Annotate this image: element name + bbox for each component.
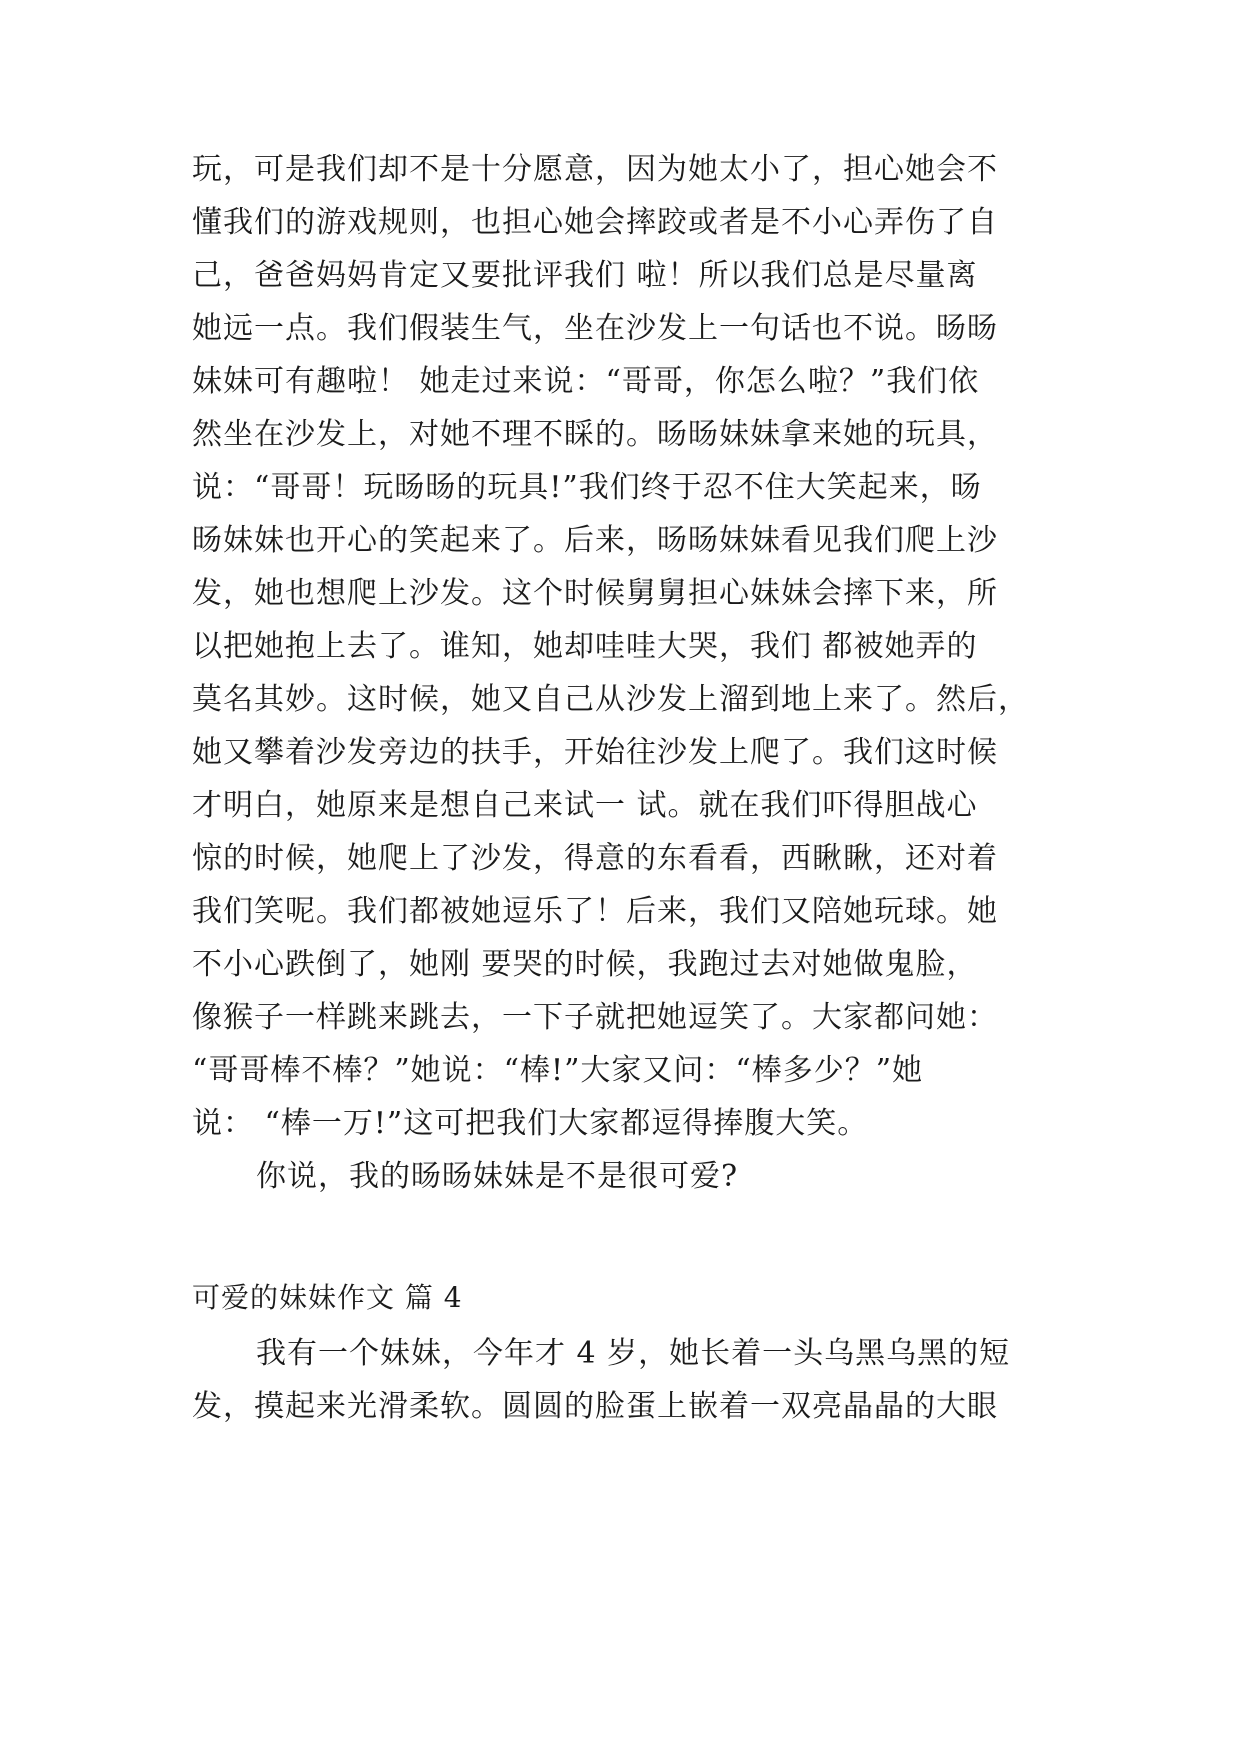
text-line: 妹妹可有趣啦！ 她走过来说：“哥哥，你怎么啦？”我们依 — [192, 364, 980, 399]
text-line: 她又攀着沙发旁边的扶手，开始往沙发上爬了。我们这时候 — [192, 735, 998, 770]
closing-line: 你说，我的旸旸妹妹是不是很可爱? — [256, 1159, 739, 1194]
text-line: 然坐在沙发上，对她不理不睬的。旸旸妹妹拿来她的玩具， — [192, 417, 998, 452]
text-line: 惊的时候，她爬上了沙发，得意的东看看，西瞅瞅，还对着 — [192, 841, 998, 876]
text-line: 她远一点。我们假装生气，坐在沙发上一句话也不说。旸旸 — [192, 311, 998, 346]
text-line: 我们笑呢。我们都被她逗乐了！后来，我们又陪她玩球。她 — [192, 894, 998, 929]
text-line: 莫名其妙。这时候，她又自己从沙发上溜到地上来了。然后， — [192, 682, 1029, 717]
text-line: 我有一个妹妹，今年才 4 岁，她长着一头乌黑乌黑的短 — [256, 1336, 1011, 1371]
text-line: 发，摸起来光滑柔软。圆圆的脸蛋上嵌着一双亮晶晶的大眼 — [192, 1389, 998, 1424]
text-line: 才明白，她原来是想自己来试一 试。就在我们吓得胆战心 — [192, 788, 978, 823]
text-line: 以把她抱上去了。谁知，她却哇哇大哭，我们 都被她弄的 — [192, 629, 978, 664]
text-line: 懂我们的游戏规则，也担心她会摔跤或者是不小心弄伤了自 — [192, 205, 998, 240]
text-line: 像猴子一样跳来跳去，一下子就把她逗笑了。大家都问她： — [192, 1000, 998, 1035]
text-line: 己，爸爸妈妈肯定又要批评我们 啦！所以我们总是尽量离 — [192, 258, 978, 293]
text-line: 说： “棒一万!”这可把我们大家都逗得捧腹大笑。 — [192, 1106, 869, 1141]
section-heading: 可爱的妹妹作文 篇 4 — [192, 1281, 463, 1314]
text-line: “哥哥棒不棒？”她说：“棒!”大家又问：“棒多少？”她 — [192, 1053, 924, 1088]
text-line: 说：“哥哥！玩旸旸的玩具!”我们终于忍不住大笑起来，旸 — [192, 470, 982, 505]
text-line: 旸妹妹也开心的笑起来了。后来，旸旸妹妹看见我们爬上沙 — [192, 523, 998, 558]
text-line: 发，她也想爬上沙发。这个时候舅舅担心妹妹会摔下来，所 — [192, 576, 998, 611]
text-line: 玩，可是我们却不是十分愿意，因为她太小了，担心她会不 — [192, 152, 998, 187]
text-line: 不小心跌倒了，她刚 要哭的时候，我跑过去对她做鬼脸， — [192, 947, 978, 982]
